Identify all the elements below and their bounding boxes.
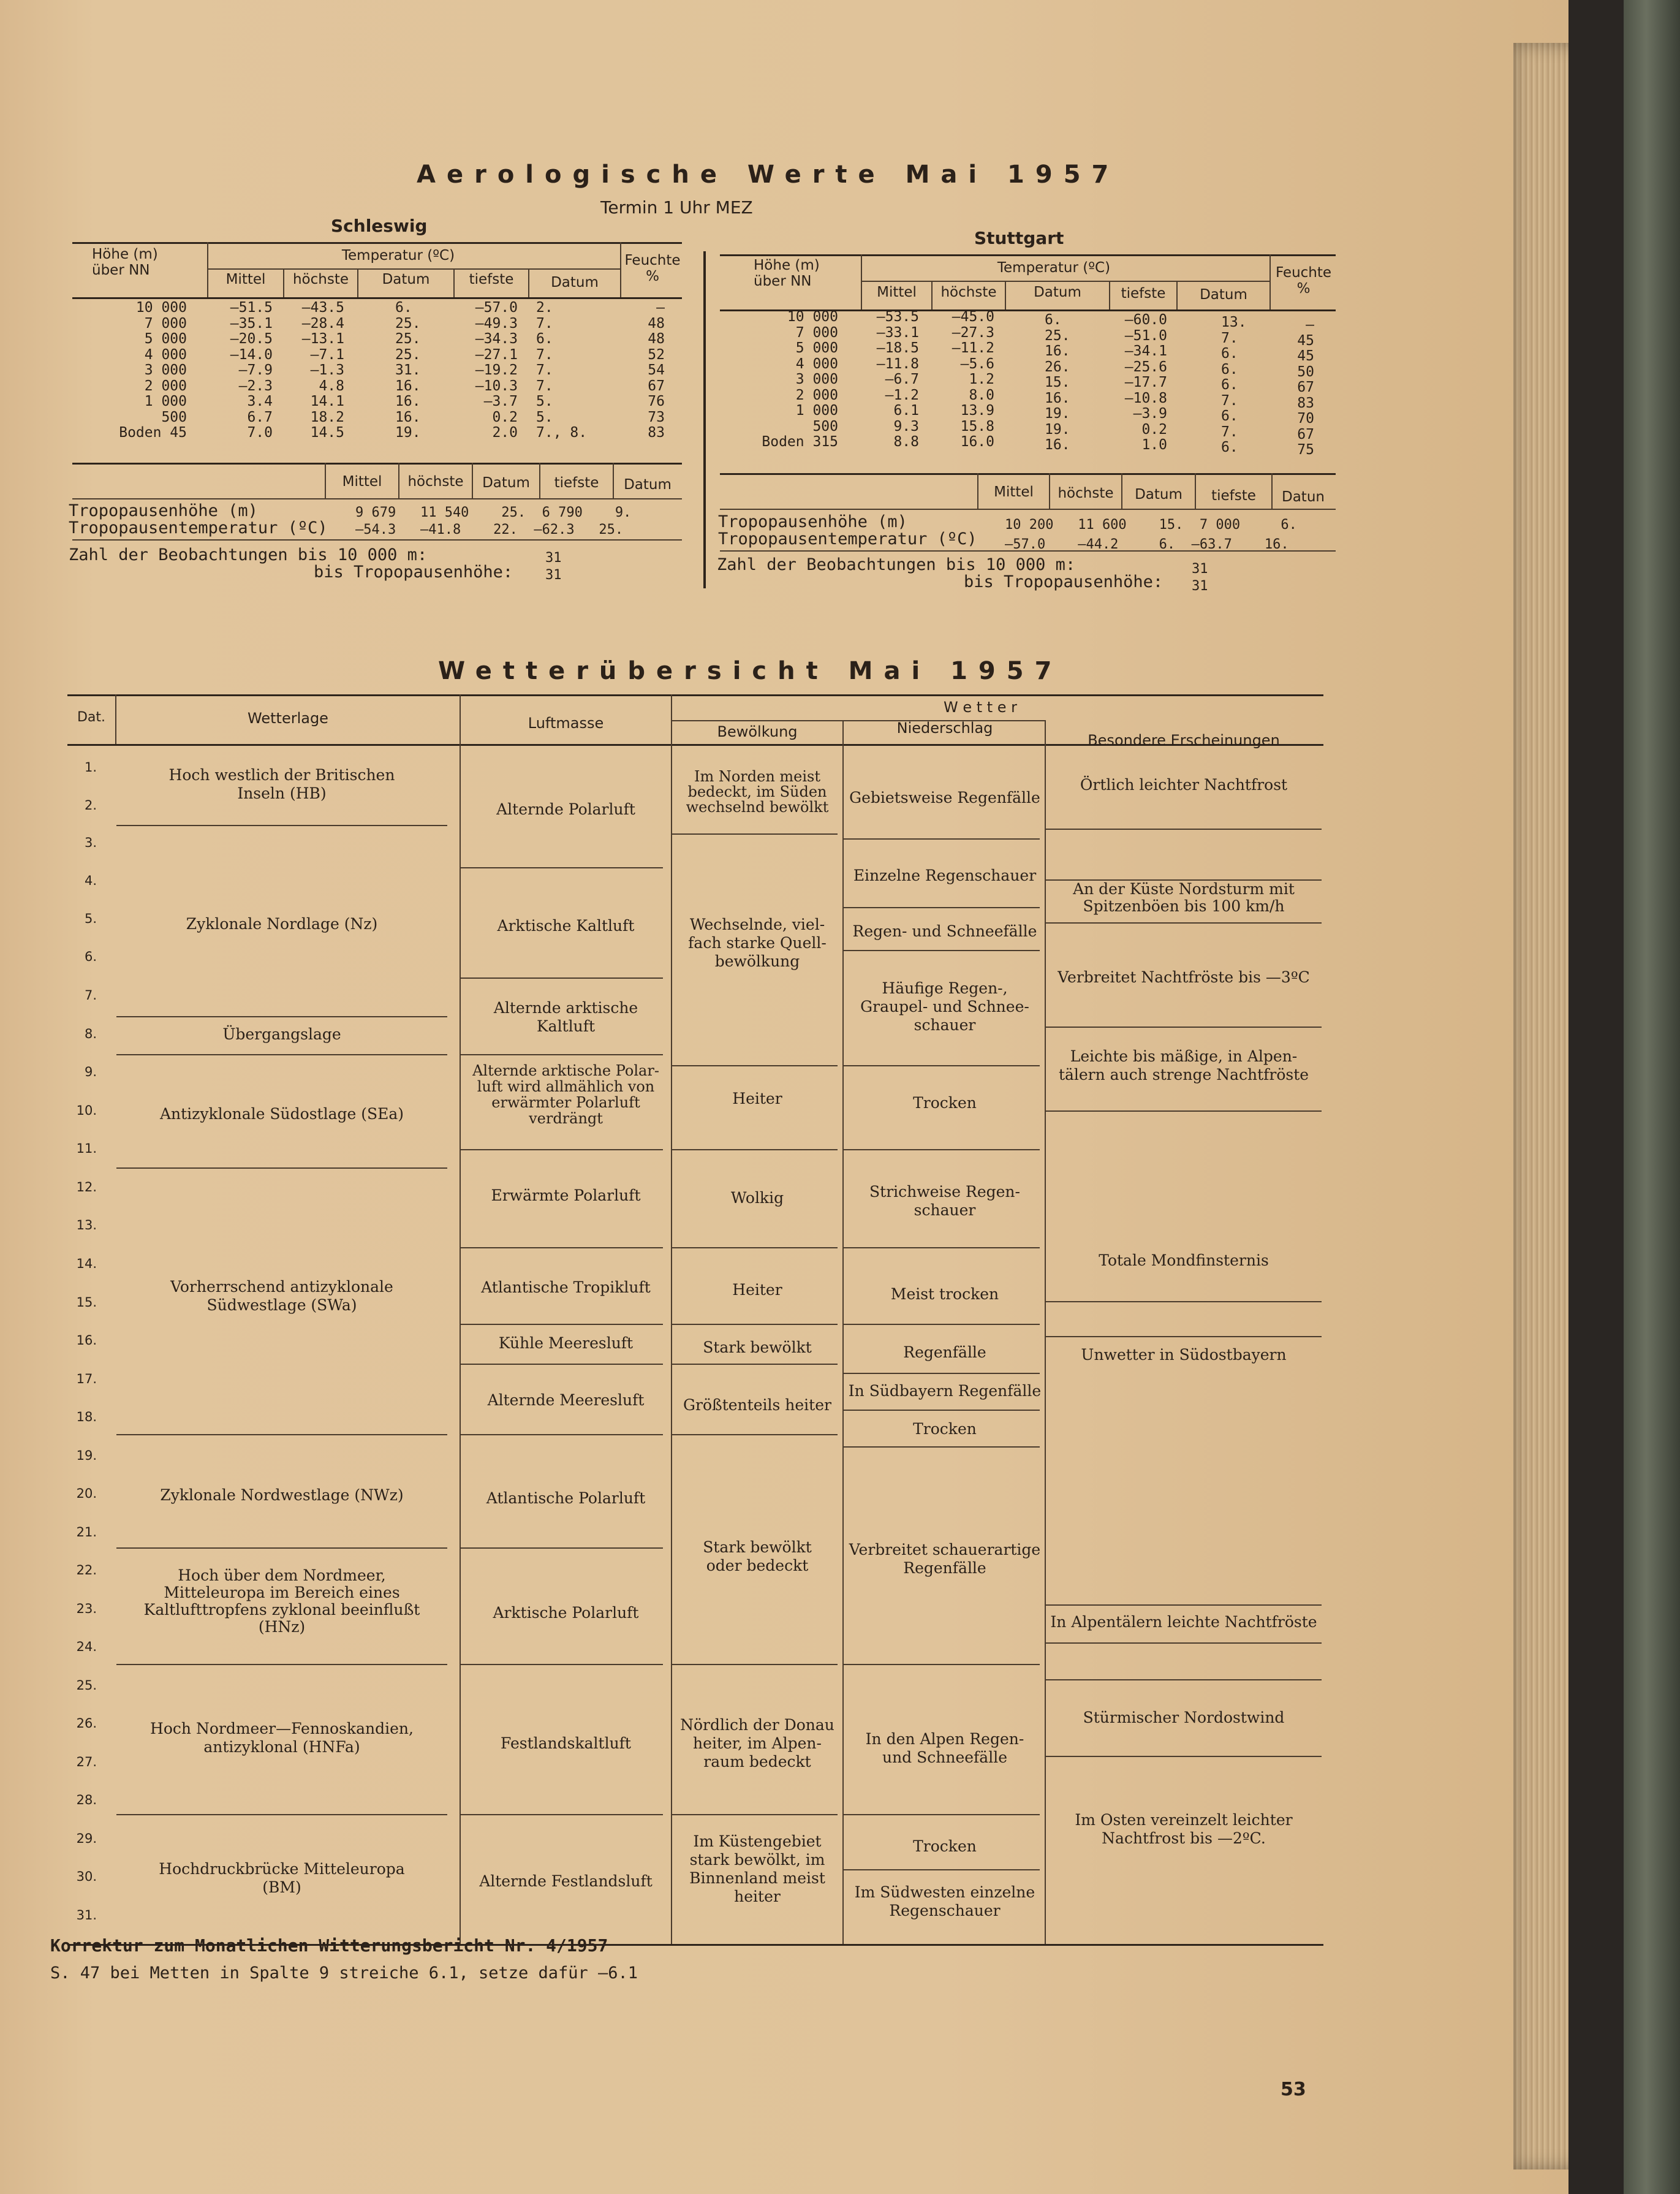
wetterlage-1: Hoch westlich der Britischen Inseln (HB) [168, 766, 395, 802]
luftmasse-6: Atlantische Tropikluft [481, 1278, 651, 1296]
bewoelkung-8: Stark bewölkt oder bedeckt [703, 1538, 812, 1574]
schleswig-t-datum2: Datum [624, 477, 672, 493]
schleswig-h-datum1: Datum [382, 271, 430, 287]
schleswig-h-temp: Temperatur (ºC) [341, 248, 455, 264]
day-1: 1. [84, 760, 97, 775]
niederschlag-4: Häufige Regen-, Graupel- und Schnee- schauer [860, 979, 1029, 1034]
schleswig-obs-label2: bis Tropopausenhöhe: [314, 563, 513, 582]
day-17: 17. [76, 1372, 97, 1386]
day-30: 30. [76, 1869, 97, 1884]
luftmasse-7: Kühle Meeresluft [498, 1334, 634, 1352]
h-dat: Dat. [77, 710, 106, 725]
page-stack-edges [1513, 43, 1568, 2169]
day-20: 20. [76, 1486, 97, 1501]
stuttgart-col-hoechste: —45.0 —27.3 —11.2 —5.6 1.2 8.0 13.9 15.8 16.0 [952, 309, 994, 450]
day-27: 27. [76, 1755, 97, 1769]
wetterlage-2: Zyklonale Nordlage (Nz) [186, 915, 378, 933]
niederschlag-6: Strichweise Regen- schauer [869, 1183, 1020, 1219]
schleswig-col-feuchte: — 48 48 52 54 67 76 73 83 [648, 300, 665, 441]
day-16: 16. [76, 1333, 97, 1348]
besondere-2: An der Küste Nordsturm mit Spitzenböen bis 100 km/h [1073, 880, 1295, 915]
besondere-6: Unwetter in Südostbayern [1081, 1346, 1287, 1364]
day-28: 28. [76, 1793, 97, 1807]
bewoelkung-7: Größtenteils heiter [683, 1396, 831, 1414]
schleswig-t-tiefste: tiefste [554, 475, 599, 491]
niederschlag-3: Regen- und Schneefälle [852, 922, 1037, 940]
stuttgart-tropo-t-values: —57.0 —44.2 6. —63.7 16. [1005, 537, 1289, 552]
schleswig-tropo-t-values: —54.3 —41.8 22. —62.3 25. [355, 522, 624, 537]
day-9: 9. [84, 1065, 97, 1079]
h-besondere: Besondere Erscheinungen [1088, 732, 1280, 749]
stuttgart-obs-label2: bis Tropopausenhöhe: [964, 572, 1164, 591]
day-10: 10. [76, 1103, 97, 1118]
bewoelkung-3: Heiter [732, 1090, 782, 1107]
stuttgart-h-tiefste: tiefste [1121, 286, 1166, 302]
stuttgart-obs2: 31 [1192, 579, 1208, 594]
day-2: 2. [84, 798, 97, 813]
schleswig-col-datum1: 6. 25. 25. 25. 31. 16. 16. 16. 19. [395, 300, 421, 441]
besondere-4: Leichte bis mäßige, in Alpen- tälern auch strenge Nachtfröste [1058, 1047, 1309, 1084]
h-wetterlage: Wetterlage [248, 710, 328, 727]
niederschlag-13: Trocken [913, 1837, 977, 1855]
stuttgart-obs-label: Zahl der Beobachtungen bis 10 000 m: [717, 555, 1076, 574]
stuttgart-t-datum: Datum [1135, 487, 1182, 503]
stuttgart-col-tiefste: —60.0 —51.0 —34.1 —25.6 —17.7 —10.8 —3.9 0.2 1.0 [1124, 312, 1167, 453]
luftmasse-12: Alternde Festlandsluft [479, 1872, 653, 1890]
luftmasse-2: Arktische Kaltluft [497, 917, 635, 935]
stuttgart-col-datum1: 6. 25. 16. 26. 15. 16. 19. 19. 16. [1045, 312, 1070, 453]
schleswig-col-hoechste: —43.5 —28.4 —13.1 —7.1 —1.3 4.8 14.1 18.2 14.5 [301, 300, 344, 441]
stuttgart-h-mittel: Mittel [877, 284, 917, 300]
day-11: 11. [76, 1141, 97, 1156]
bewoelkung-6: Stark bewölkt [703, 1338, 812, 1356]
stuttgart-col-hoehe: 10 000 7 000 5 000 4 000 3 000 2 000 1 000 500 Boden 315 [762, 309, 838, 450]
day-8: 8. [84, 1027, 97, 1041]
day-31: 31. [76, 1908, 97, 1923]
day-21: 21. [76, 1525, 97, 1539]
stuttgart-t-datum2: Datun [1282, 489, 1325, 505]
besondere-7: In Alpentälern leichte Nachtfröste [1050, 1613, 1317, 1631]
schleswig-obs-label: Zahl der Beobachtungen bis 10 000 m: [69, 545, 428, 564]
day-3: 3. [84, 835, 97, 850]
day-29: 29. [76, 1831, 97, 1846]
day-25: 25. [76, 1678, 97, 1693]
day-19: 19. [76, 1448, 97, 1463]
besondere-5: Totale Mondfinsternis [1099, 1251, 1269, 1269]
niederschlag-14: Im Südwesten einzelne Regenschauer [854, 1883, 1035, 1919]
schleswig-tropo-h-values: 9 679 11 540 25. 6 790 9. [355, 505, 632, 520]
day-15: 15. [76, 1295, 97, 1310]
bewoelkung-10: Im Küstengebiet stark bewölkt, im Binnenland meist heiter [689, 1832, 825, 1905]
schleswig-obs1: 31 [545, 550, 562, 566]
wetter-title: Wetterübersicht Mai 1957 [438, 657, 1063, 685]
day-24: 24. [76, 1639, 97, 1654]
luftmasse-1: Alternde Polarluft [496, 800, 635, 818]
korrektur-line1: Korrektur zum Monatlichen Witterungsbericht Nr. 4/1957 [50, 1935, 608, 1956]
wetterlage-5: Vorherrschend antizyklonale Südwestlage (SWa) [170, 1278, 393, 1314]
page-number: 53 [1281, 2079, 1306, 2100]
day-22: 22. [76, 1563, 97, 1577]
aero-title: Aerologische Werte Mai 1957 [417, 161, 1120, 189]
schleswig-h-mittel: Mittel [225, 271, 266, 287]
day-13: 13. [76, 1218, 97, 1232]
niederschlag-5: Trocken [913, 1094, 977, 1112]
day-26: 26. [76, 1716, 97, 1731]
schleswig-h-datum2: Datum [551, 275, 599, 290]
luftmasse-10: Arktische Polarluft [493, 1604, 639, 1622]
schleswig-h-hoehe: Höhe (m) über NN [92, 246, 158, 278]
niederschlag-9: In Südbayern Regenfälle [848, 1382, 1042, 1400]
day-5: 5. [84, 911, 97, 926]
niederschlag-1: Gebietsweise Regenfälle [849, 789, 1040, 807]
stuttgart-col-feuchte: — 45 45 50 67 83 70 67 75 [1297, 317, 1314, 458]
day-23: 23. [76, 1601, 97, 1616]
day-14: 14. [76, 1256, 97, 1271]
day-4: 4. [84, 873, 97, 888]
wetterlage-4: Antizyklonale Südostlage (SEa) [159, 1105, 404, 1123]
schleswig-obs2: 31 [545, 567, 562, 583]
luftmasse-4: Alternde arktische Polar- luft wird allmählich von erwärmter Polarluft verdrängt [472, 1062, 659, 1127]
wetterlage-3: Übergangslage [222, 1025, 341, 1043]
bewoelkung-1: Im Norden meist bedeckt, im Süden wechselnd bewölkt [686, 768, 829, 816]
schleswig-tropo-h-label: Tropopausenhöhe (m) [69, 501, 258, 520]
wetterlage-9: Hochdruckbrücke Mitteleuropa (BM) [159, 1860, 405, 1896]
stuttgart-col-mittel: —53.5 —33.1 —18.5 —11.8 —6.7 —1.2 6.1 9.3 8.8 [876, 309, 919, 450]
stuttgart-t-mittel: Mittel [994, 484, 1034, 500]
stuttgart-name: Stuttgart [974, 228, 1064, 248]
wetterlage-7: Hoch über dem Nordmeer, Mitteleuropa im Bereich eines Kaltlufttropfens zyklonal beeinflußt (HNz) [143, 1566, 420, 1636]
wetterlage-8: Hoch Nordmeer—Fennoskandien, antizyklonal (HNFa) [150, 1720, 414, 1756]
schleswig-name: Schleswig [331, 216, 428, 236]
schleswig-col-datum2: 2. 7. 6. 7. 7. 7. 5. 5. 7., 8. [536, 300, 588, 441]
stuttgart-tropo-h-values: 10 200 11 600 15. 7 000 6. [1005, 517, 1297, 533]
niederschlag-8: Regenfälle [903, 1343, 986, 1361]
stuttgart-h-datum2: Datum [1200, 287, 1247, 303]
bewoelkung-4: Wolkig [730, 1189, 784, 1207]
day-12: 12. [76, 1180, 97, 1194]
schleswig-col-mittel: —51.5 —35.1 —20.5 —14.0 —7.9 —2.3 3.4 6.7 7.0 [230, 300, 273, 441]
besondere-8: Stürmischer Nordostwind [1083, 1709, 1285, 1726]
stuttgart-h-datum1: Datum [1034, 284, 1081, 300]
niederschlag-12: In den Alpen Regen- und Schneefälle [865, 1730, 1024, 1766]
day-7: 7. [84, 988, 97, 1003]
luftmasse-11: Festlandskaltluft [501, 1734, 631, 1752]
schleswig-h-tiefste: tiefste [469, 271, 514, 287]
stuttgart-col-datum2: 13. 7. 6. 6. 6. 7. 6. 7. 6. [1221, 314, 1247, 455]
stuttgart-tropo-h-label: Tropopausenhöhe (m) [718, 512, 907, 531]
schleswig-h-feuchte: Feuchte % [624, 252, 681, 284]
niederschlag-2: Einzelne Regenschauer [853, 867, 1037, 884]
korrektur-line2: S. 47 bei Metten in Spalte 9 streiche 6.1, setze dafür —6.1 [50, 1964, 638, 1983]
niederschlag-10: Trocken [913, 1420, 977, 1438]
schleswig-col-hoehe: 10 000 7 000 5 000 4 000 3 000 2 000 1 000 500 Boden 45 [119, 300, 187, 441]
wetterlage-6: Zyklonale Nordwestlage (NWz) [160, 1486, 404, 1504]
niederschlag-7: Meist trocken [890, 1285, 999, 1303]
stuttgart-h-temp: Temperatur (ºC) [997, 260, 1111, 276]
h-wetter: W e t t e r [943, 699, 1018, 716]
luftmasse-9: Atlantische Polarluft [486, 1489, 646, 1507]
bewoelkung-9: Nördlich der Donau heiter, im Alpen- raum bedeckt [680, 1716, 834, 1771]
bewoelkung-2: Wechselnde, viel- fach starke Quell- bewölkung [688, 916, 827, 970]
stuttgart-h-hoechste: höchste [940, 284, 997, 300]
stuttgart-t-hoechste: höchste [1058, 485, 1114, 501]
day-6: 6. [84, 949, 97, 964]
stuttgart-tropo-t-label: Tropopausentemperatur (ºC) [718, 530, 977, 548]
stuttgart-h-hoehe: Höhe (m) über NN [754, 257, 820, 289]
schleswig-h-hoechste: höchste [292, 271, 349, 287]
luftmasse-3: Alternde arktische Kaltluft [493, 999, 638, 1035]
besondere-3: Verbreitet Nachtfröste bis —3ºC [1058, 968, 1310, 986]
aero-subtitle: Termin 1 Uhr MEZ [600, 197, 753, 218]
schleswig-tropo-t-label: Tropopausentemperatur (ºC) [69, 518, 328, 537]
stuttgart-h-feuchte: Feuchte % [1275, 265, 1332, 297]
luftmasse-5: Erwärmte Polarluft [491, 1186, 641, 1204]
schleswig-t-datum: Datum [482, 475, 530, 491]
bewoelkung-5: Heiter [732, 1281, 782, 1299]
h-luftmasse: Luftmasse [528, 715, 604, 732]
stuttgart-obs1: 31 [1192, 561, 1208, 577]
day-18: 18. [76, 1410, 97, 1424]
h-bewoelkung: Bewölkung [717, 723, 798, 740]
besondere-9: Im Osten vereinzelt leichter Nachtfrost bis —2ºC. [1075, 1811, 1293, 1847]
niederschlag-11: Verbreitet schauerartige Regenfälle [849, 1541, 1041, 1577]
schleswig-t-mittel: Mittel [342, 474, 382, 490]
h-niederschlag: Niederschlag [896, 719, 993, 737]
book-cover [1624, 0, 1680, 2194]
luftmasse-8: Alternde Meeresluft [487, 1391, 645, 1409]
schleswig-col-tiefste: —57.0 —49.3 —34.3 —27.1 —19.2 —10.3 —3.7 0.2 2.0 [475, 300, 518, 441]
stuttgart-t-tiefste: tiefste [1211, 488, 1256, 504]
besondere-1: Örtlich leichter Nachtfrost [1080, 776, 1288, 794]
schleswig-t-hoechste: höchste [407, 474, 464, 490]
